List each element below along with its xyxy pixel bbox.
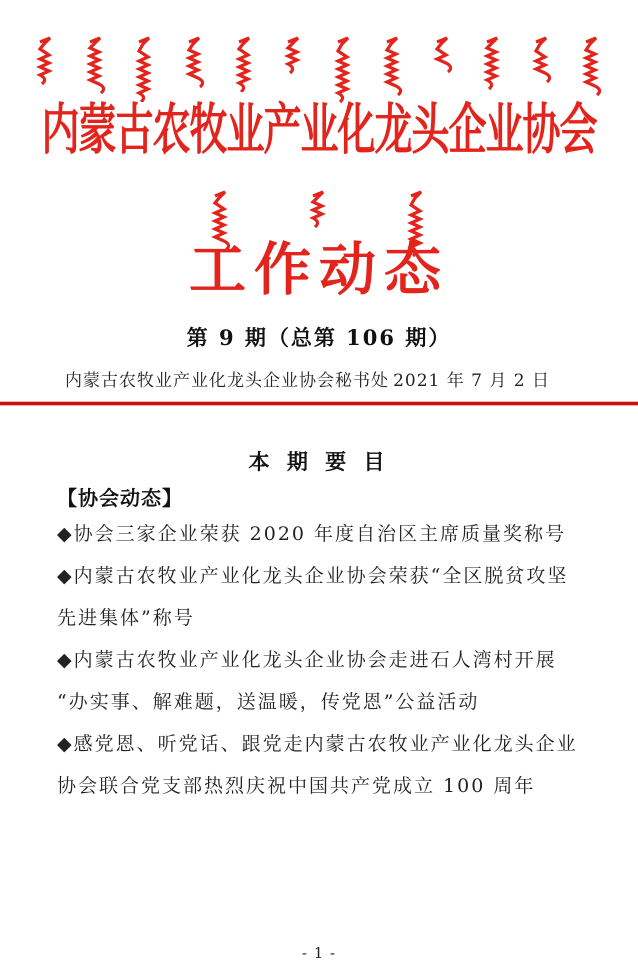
toc-item-continuation-line: “办实事、解难题，送温暖，传党恩”公益活动 — [57, 691, 480, 713]
mongolian-glyph — [185, 36, 205, 88]
page-number: - 1 - — [301, 944, 337, 962]
toc-item-continuation-line: 先进集体”称号 — [57, 607, 195, 629]
toc-item-line: ◆内蒙古农牧业产业化龙头企业协会荣获“全区脱贫攻坚 — [57, 565, 569, 587]
toc-item-continuation-line: 协会联合党支部热烈庆祝中国共产党成立 100 周年 — [57, 775, 536, 797]
association-title-text: 内蒙古农牧业产业化龙头企业协会 — [41, 96, 597, 162]
mongolian-glyph — [235, 36, 255, 92]
mongolian-glyph — [483, 36, 503, 92]
red-divider-rule — [0, 402, 638, 405]
mongolian-glyph — [86, 36, 106, 94]
mongolian-glyph — [334, 36, 354, 104]
mongolian-glyph — [36, 36, 56, 86]
mongolian-glyph — [135, 36, 155, 102]
mongolian-glyph — [433, 36, 453, 74]
toc-section-heading: 【协会动态】 — [57, 486, 183, 510]
publisher-date-row — [65, 366, 550, 391]
association-title — [0, 96, 638, 172]
toc-item-line: ◆协会三家企业荣获 2020 年度自治区主席质量奖称号 — [57, 523, 567, 545]
mongolian-glyph — [383, 36, 403, 98]
bulletin-title: 工作动态 — [189, 236, 449, 303]
mongolian-glyph — [532, 36, 552, 84]
toc-title: 本 期 要 目 — [248, 450, 390, 474]
publish-date: 2021 年 7 月 2 日 — [393, 371, 550, 391]
toc-list — [57, 513, 608, 807]
mongolian-script-top-row — [36, 36, 602, 104]
mongolian-glyph — [284, 36, 304, 76]
mongolian-glyph — [309, 190, 329, 228]
mongolian-glyph — [582, 36, 602, 96]
publisher-name: 内蒙古农牧业产业化龙头企业协会秘书处 — [65, 371, 389, 391]
toc-item-line: ◆感党恩、听党话、跟党走内蒙古农牧业产业化龙头企业 — [57, 733, 578, 755]
toc-item-line: ◆内蒙古农牧业产业化龙头企业协会走进石人湾村开展 — [57, 649, 557, 671]
issue-number-line: 第 9 期（总第 106 期） — [186, 325, 452, 350]
